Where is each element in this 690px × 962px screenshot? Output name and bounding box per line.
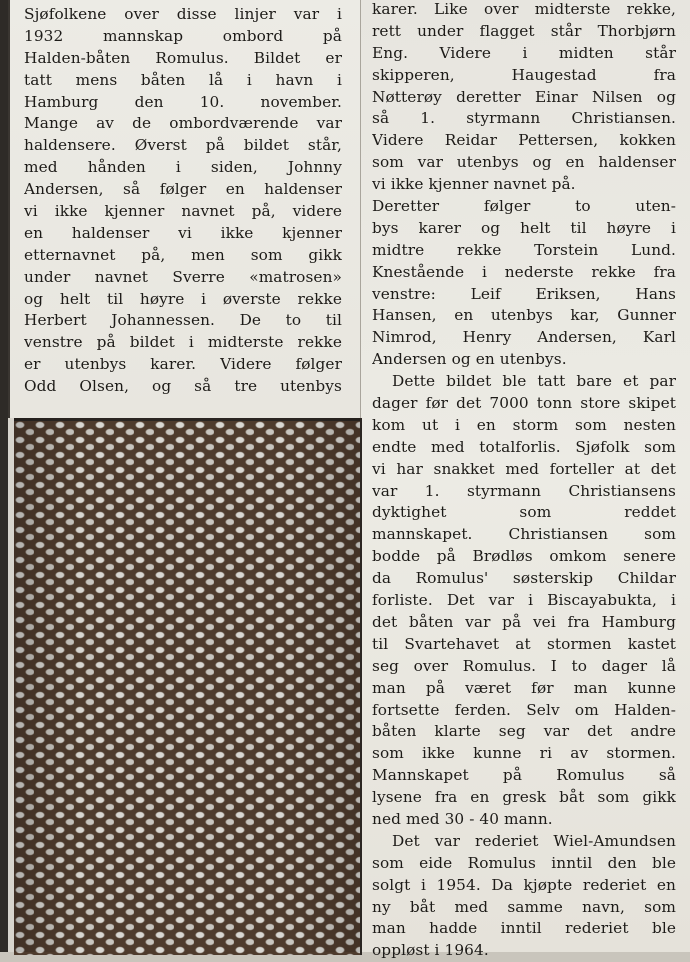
left-column-line: med hånden i siden, Johnny xyxy=(24,158,342,177)
left-column-line: Sjøfolkene over disse linjer var i xyxy=(24,5,342,23)
right-column-line: kom ut i en storm som nesten xyxy=(372,415,676,434)
right-column-line: venstre: Leif Eriksen, Hans xyxy=(372,284,676,303)
right-column-line: ned med 30 - 40 mann. xyxy=(372,809,553,828)
right-column-line: som var utenbys og en haldenser xyxy=(372,153,676,172)
clipping-edge xyxy=(0,0,8,952)
right-column-line: da Romulus' søsterskip Childar xyxy=(372,569,676,588)
right-column-line: midtre rekke Torstein Lund. xyxy=(372,240,676,259)
right-column-text xyxy=(372,0,676,962)
left-column-text xyxy=(24,4,342,398)
right-column-line: man hadde inntil rederiet ble xyxy=(372,919,676,938)
right-column-line: mannskapet. Christiansen som xyxy=(372,525,676,544)
right-column-line: seg over Romulus. I to dager lå xyxy=(372,656,676,675)
right-column-line: vi har snakket med forteller at det xyxy=(372,459,676,478)
left-column-line: tatt mens båten lå i havn i xyxy=(24,70,342,89)
right-column-line: til Svartehavet at stormen kastet xyxy=(372,634,676,653)
right-column-line: rett under flagget står Thorbjørn xyxy=(372,21,676,40)
left-column-line: vi ikke kjenner navnet på, videre xyxy=(24,202,342,221)
right-column-line: så 1. styrmann Christiansen. xyxy=(372,109,676,128)
right-column-line: dager før det 7000 tonn store skipet xyxy=(372,394,676,413)
left-column-line: haldensere. Øverst på bildet står, xyxy=(24,136,342,155)
left-column-line: er utenbys karer. Videre følger xyxy=(24,355,342,374)
left-column-line: Odd Olsen, og så tre utenbys xyxy=(24,377,342,396)
right-column-line: som eide Romulus inntil den ble xyxy=(372,853,676,872)
right-column-line: båten klarte seg var det andre xyxy=(372,722,676,741)
right-column-line: Knestående i nederste rekke fra xyxy=(372,262,676,281)
left-column-line: Mange av de ombordværende var xyxy=(24,114,342,133)
left-column-line: Hamburg den 10. november. xyxy=(24,92,342,111)
right-column-line: som ikke kunne ri av stormen. xyxy=(372,744,676,763)
right-column-line: dyktighet som reddet xyxy=(372,503,676,522)
right-column-line: bodde på Brødløs omkom senere xyxy=(372,547,676,566)
left-column-line: 1932 mannskap ombord på xyxy=(24,26,342,45)
right-column-line: Dette bildet ble tatt bare et par xyxy=(392,372,676,391)
right-column-line: det båten var på vei fra Hamburg xyxy=(372,612,676,631)
right-column-line: forliste. Det var i Biscayabukta, i xyxy=(372,591,676,610)
right-column-line: skipperen, Haugestad fra xyxy=(372,65,676,84)
right-column-line: man på været før man kunne xyxy=(372,678,676,697)
photo-shadow xyxy=(14,418,360,952)
right-column-line: Det var rederiet Wiel-Amundsen xyxy=(392,831,676,850)
right-column-line: lysene fra en gresk båt som gikk xyxy=(372,788,676,807)
left-column-line: Herbert Johannessen. De to til xyxy=(24,311,342,330)
right-column-line: bys karer og helt til høyre i xyxy=(372,218,676,237)
right-column-line: Andersen og en utenbys. xyxy=(372,350,567,369)
left-column-line: Halden-båten Romulus. Bildet er xyxy=(24,48,342,67)
right-column-line: oppløst i 1964. xyxy=(372,941,489,960)
left-column-line: under navnet Sverre «matrosen» xyxy=(24,267,342,286)
left-column-line: venstre på bildet i midterste rekke xyxy=(24,333,342,352)
right-column-line: vi ikke kjenner navnet på. xyxy=(372,175,576,194)
right-column-line: var 1. styrmann Christiansens xyxy=(372,481,676,500)
left-column-line: en haldenser vi ikke kjenner xyxy=(24,223,342,242)
right-column-line: Mannskapet på Romulus så xyxy=(372,766,676,785)
right-column-line: fortsette ferden. Selv om Halden- xyxy=(372,700,676,719)
left-column-line: etternavnet på, men som gikk xyxy=(24,245,342,264)
right-column-line: karer. Like over midterste rekke, xyxy=(372,0,676,18)
left-column-line: Andersen, så følger en haldenser xyxy=(24,180,342,199)
right-column-line: ny båt med samme navn, som xyxy=(372,897,676,916)
right-column-line: Videre Reidar Pettersen, kokken xyxy=(372,131,676,150)
right-column-line: Hansen, en utenbys kar, Gunner xyxy=(372,306,676,325)
left-column-line: og helt til høyre i øverste rekke xyxy=(24,289,342,308)
right-column-line: Deretter følger to uten- xyxy=(372,197,676,216)
right-column-line: endte med totalforlis. Sjøfolk som xyxy=(372,437,676,456)
right-column-line: Eng. Videre i midten står xyxy=(372,43,676,62)
right-column-line: solgt i 1954. Da kjøpte rederiet en xyxy=(372,875,676,894)
right-column-line: Nøtterøy deretter Einar Nilsen og xyxy=(372,87,676,106)
right-column-line: Nimrod, Henry Andersen, Karl xyxy=(372,328,676,347)
